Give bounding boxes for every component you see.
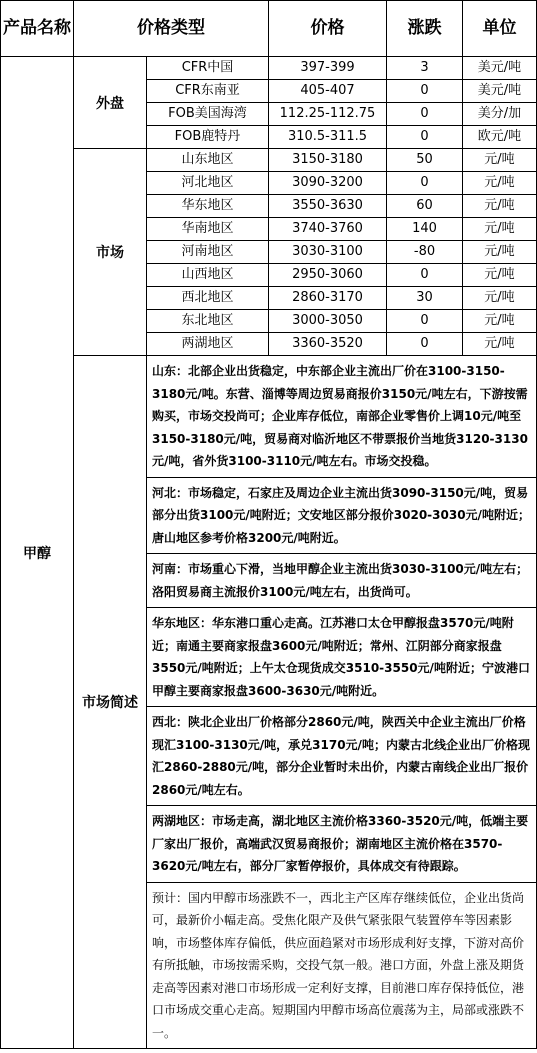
price-cell: 2860-3170	[269, 287, 387, 310]
price-type-cell: 东北地区	[147, 310, 269, 333]
price-type-cell: 华东地区	[147, 195, 269, 218]
price-cell: 310.5-311.5	[269, 126, 387, 149]
price-type-cell: 河南地区	[147, 241, 269, 264]
price-type-cell: 华南地区	[147, 218, 269, 241]
price-cell: 3030-3100	[269, 241, 387, 264]
change-cell: 3	[387, 57, 463, 80]
price-type-cell: 两湖地区	[147, 333, 269, 356]
header-unit: 单位	[463, 1, 537, 57]
price-cell: 405-407	[269, 80, 387, 103]
price-type-cell: 西北地区	[147, 287, 269, 310]
price-cell: 3000-3050	[269, 310, 387, 333]
unit-cell: 元/吨	[463, 149, 537, 172]
unit-cell: 元/吨	[463, 195, 537, 218]
table-row	[1, 57, 537, 80]
change-cell: 60	[387, 195, 463, 218]
price-type-cell: 河北地区	[147, 172, 269, 195]
unit-cell: 元/吨	[463, 333, 537, 356]
summary-paragraph: 山东：北部企业出货稳定，中东部企业主流出厂价在3100-3150-3180元/吨。东营、淄博等周边贸易商报价3150元/吨左右，下游按需购买，市场交投尚可；企业库存低位，南部企业零售价上调10元/吨至3150-3180元/吨，贸易商对临沂地区不带票报价当地货3120-3130元/吨，省外货3100-3110元/吨左右。市场交投稳。	[147, 356, 536, 478]
price-cell: 3360-3520	[269, 333, 387, 356]
price-cell: 3740-3760	[269, 218, 387, 241]
summary-paragraph: 河南：市场重心下滑，当地甲醇企业主流出货3030-3100元/吨左右；洛阳贸易商主流报价3100元/吨左右，出货尚可。	[147, 554, 536, 608]
price-cell: 3150-3180	[269, 149, 387, 172]
change-cell: 0	[387, 310, 463, 333]
summary-paragraph: 预计：国内甲醇市场涨跌不一，西北主产区库存继续低位，企业出货尚可，最新价小幅走高。受焦化限产及供气紧张限气装置停车等因素影响，市场整体库存偏低，供应面趋紧对市场形成利好支撑，下游对高价有所抵触，市场按需采购，交投气氛一般。港口方面，外盘上涨及期货走高等因素对港口市场形成一定利好支撑，目前港口库存保持低位，港口市场成交重心走高。短期国内甲醇市场高位震荡为主，局部或涨跌不一。	[152, 890, 525, 1040]
price-type-cell: CFR中国	[147, 57, 269, 80]
summary-paragraph: 华东地区：华东港口重心走高。江苏港口太仓甲醇报盘3570元/吨附近；南通主要商家报盘3600元/吨附近；常州、江阴部分商家报盘3550元/吨附近；上午太仓现货成交3510-3550元/吨附近；宁波港口甲醇主要商家报盘3600-3630元/吨附近。	[147, 608, 536, 707]
summary-paragraph: 西北：陕北企业出厂价格部分2860元/吨，陕西关中企业主流出厂价格现汇3100-3130元/吨，承兑3170元/吨；内蒙古北线企业出厂价格现汇2860-2880元/吨，部分企业暂时未出价，内蒙古南线企业出厂报价2860元/吨左右。	[147, 707, 536, 806]
unit-cell: 元/吨	[463, 172, 537, 195]
change-cell: 0	[387, 333, 463, 356]
header-price-type: 价格类型	[74, 1, 269, 57]
unit-cell: 元/吨	[463, 218, 537, 241]
change-cell: 0	[387, 172, 463, 195]
group-label: 外盘	[74, 57, 147, 149]
unit-cell: 美分/加	[463, 103, 537, 126]
unit-cell: 美元/吨	[463, 80, 537, 103]
summary-label: 市场简述	[74, 356, 147, 1049]
summary-paragraph: 两湖地区：市场走高，湖北地区主流价格3360-3520元/吨，低端主要厂家出厂报价，高端武汉贸易商报价；湖南地区主流价格在3570-3620元/吨左右，部分厂家暂停报价，具体成交有待跟踪。	[147, 806, 536, 883]
summary-row	[1, 356, 537, 1049]
price-cell: 3090-3200	[269, 172, 387, 195]
change-cell: 50	[387, 149, 463, 172]
header-product-name: 产品名称	[1, 1, 74, 57]
header-row	[1, 1, 537, 57]
change-cell: 0	[387, 103, 463, 126]
header-price: 价格	[269, 1, 387, 57]
change-cell: 0	[387, 126, 463, 149]
unit-cell: 元/吨	[463, 241, 537, 264]
unit-cell: 欧元/吨	[463, 126, 537, 149]
summary-content	[147, 356, 537, 1049]
price-cell: 2950-3060	[269, 264, 387, 287]
change-cell: 30	[387, 287, 463, 310]
price-type-cell: CFR东南亚	[147, 80, 269, 103]
unit-cell: 元/吨	[463, 310, 537, 333]
group-label: 市场	[74, 149, 147, 356]
product-cell: 甲醇	[1, 57, 74, 1049]
unit-cell: 美元/吨	[463, 57, 537, 80]
change-cell: 140	[387, 218, 463, 241]
price-type-cell: 山西地区	[147, 264, 269, 287]
change-cell: -80	[387, 241, 463, 264]
unit-cell: 元/吨	[463, 287, 537, 310]
header-change: 涨跌	[387, 1, 463, 57]
price-cell: 112.25-112.75	[269, 103, 387, 126]
table-row	[1, 149, 537, 172]
change-cell: 0	[387, 80, 463, 103]
price-type-cell: FOB美国海湾	[147, 103, 269, 126]
price-cell: 397-399	[269, 57, 387, 80]
unit-cell: 元/吨	[463, 264, 537, 287]
price-type-cell: FOB鹿特丹	[147, 126, 269, 149]
price-type-cell: 山东地区	[147, 149, 269, 172]
change-cell: 0	[387, 264, 463, 287]
summary-paragraph: 河北：市场稳定，石家庄及周边企业主流出货3090-3150元/吨，贸易部分出货3100元/吨附近；文安地区部分报价3020-3030元/吨附近；唐山地区参考价格3200元/吨附近。	[147, 478, 536, 555]
price-cell: 3550-3630	[269, 195, 387, 218]
